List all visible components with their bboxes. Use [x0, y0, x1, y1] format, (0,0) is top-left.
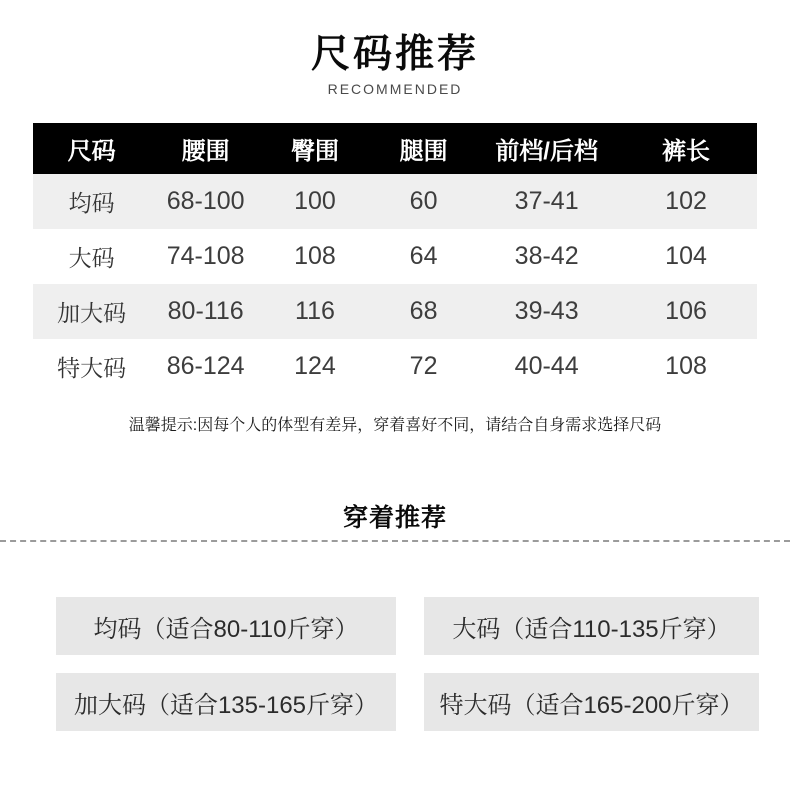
cell-hip: 116 [295, 297, 335, 325]
column-header-size: 尺码 [67, 138, 116, 165]
cell-length: 106 [665, 297, 707, 325]
cell-length: 108 [665, 352, 707, 380]
cell-thigh: 64 [409, 242, 438, 270]
table-header-row [33, 123, 757, 174]
column-header-length: 裤长 [662, 138, 711, 165]
cell-size: 大码 [68, 245, 115, 271]
cell-hip: 108 [294, 242, 336, 270]
table-row [33, 229, 757, 284]
column-header-thigh: 腿围 [399, 138, 448, 165]
cell-hip: 124 [294, 352, 336, 380]
cell-hip: 100 [294, 187, 336, 215]
wear-box-large: 大码（适合110-135斤穿） [424, 597, 759, 655]
column-header-rise: 前档/后档 [495, 138, 598, 165]
size-table [33, 123, 757, 394]
dashed-divider [0, 540, 790, 542]
cell-rise: 38-42 [514, 242, 579, 270]
page-header [0, 0, 790, 98]
cell-waist: 80-116 [167, 297, 244, 325]
cell-rise: 40-44 [514, 352, 579, 380]
page-subtitle: RECOMMENDED [327, 81, 463, 97]
cell-waist: 74-108 [166, 242, 245, 270]
cell-size: 特大码 [57, 355, 127, 381]
size-tip-note: 温馨提示:因每个人的体型有差异，穿着喜好不同，请结合自身需求选择尺码 [128, 417, 662, 434]
wear-box-super-large: 特大码（适合165-200斤穿） [424, 673, 759, 731]
cell-thigh: 60 [409, 187, 438, 215]
wear-box-one-size: 均码（适合80-110斤穿） [56, 597, 396, 655]
cell-thigh: 68 [409, 297, 438, 325]
column-header-waist: 腰围 [181, 138, 230, 165]
cell-thigh: 72 [409, 352, 438, 380]
cell-rise: 39-43 [514, 297, 579, 325]
wear-section-title: 穿着推荐 [342, 504, 447, 532]
size-table-section [33, 123, 757, 394]
cell-waist: 68-100 [166, 187, 245, 215]
column-header-hip: 臀围 [290, 138, 339, 165]
cell-size: 加大码 [57, 300, 127, 326]
table-row [33, 174, 757, 229]
page-title: 尺码推荐 [310, 33, 479, 76]
cell-size: 均码 [68, 190, 115, 216]
wear-box-extra-large: 加大码（适合135-165斤穿） [56, 673, 396, 731]
table-row [33, 339, 757, 394]
cell-length: 104 [665, 242, 707, 270]
cell-rise: 37-41 [514, 187, 579, 215]
table-row [33, 284, 757, 339]
cell-length: 102 [665, 187, 707, 215]
cell-waist: 86-124 [166, 352, 245, 380]
wear-recommendation-grid [56, 597, 755, 731]
